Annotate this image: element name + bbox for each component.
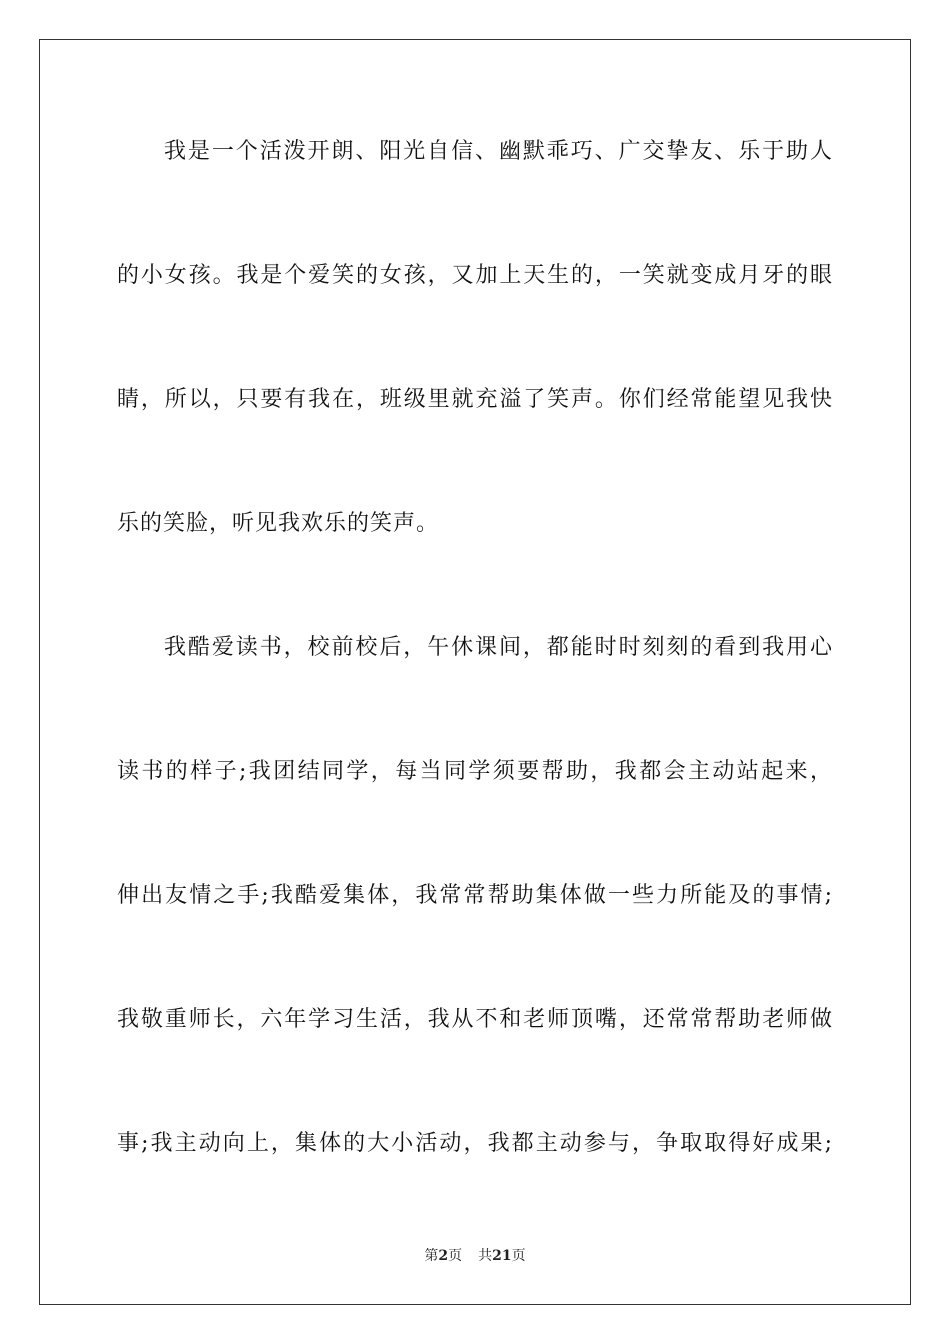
- page-label-prefix: 第: [424, 1248, 439, 1264]
- current-page-number: 2: [438, 1248, 449, 1264]
- paragraph-1-line-4: 乐的笑脸，听见我欢乐的笑声。: [117, 511, 440, 536]
- paragraph-2-line-2: 读书的样子;我团结同学，每当同学须要帮助，我都会主动站起来，: [117, 759, 833, 784]
- paragraph-2-line-3: 伸出友情之手;我酷爱集体，我常常帮助集体做一些力所能及的事情;: [117, 883, 833, 908]
- total-page-count: 21: [492, 1248, 512, 1264]
- paragraph-1-line-3: 睛，所以，只要有我在，班级里就充溢了笑声。你们经常能望见我快: [117, 387, 833, 412]
- page-border: [39, 39, 911, 1305]
- paragraph-1-line-1: 我是一个活泼开朗、阳光自信、幽默乖巧、广交挚友、乐于助人: [164, 139, 833, 164]
- page-label-suffix: 页: [448, 1248, 463, 1264]
- total-label-prefix: 共: [478, 1248, 493, 1264]
- paragraph-2-line-1: 我酷爱读书，校前校后，午休课间，都能时时刻刻的看到我用心: [164, 635, 833, 660]
- paragraph-2-line-5: 事;我主动向上，集体的大小活动，我都主动参与，争取取得好成果;: [117, 1131, 833, 1156]
- paragraph-2-line-4: 我敬重师长，六年学习生活，我从不和老师顶嘴，还常常帮助老师做: [117, 1007, 833, 1032]
- page-footer: [0, 1247, 950, 1265]
- total-label-suffix: 页: [511, 1248, 526, 1264]
- paragraph-1-line-2: 的小女孩。我是个爱笑的女孩，又加上天生的，一笑就变成月牙的眼: [117, 263, 833, 288]
